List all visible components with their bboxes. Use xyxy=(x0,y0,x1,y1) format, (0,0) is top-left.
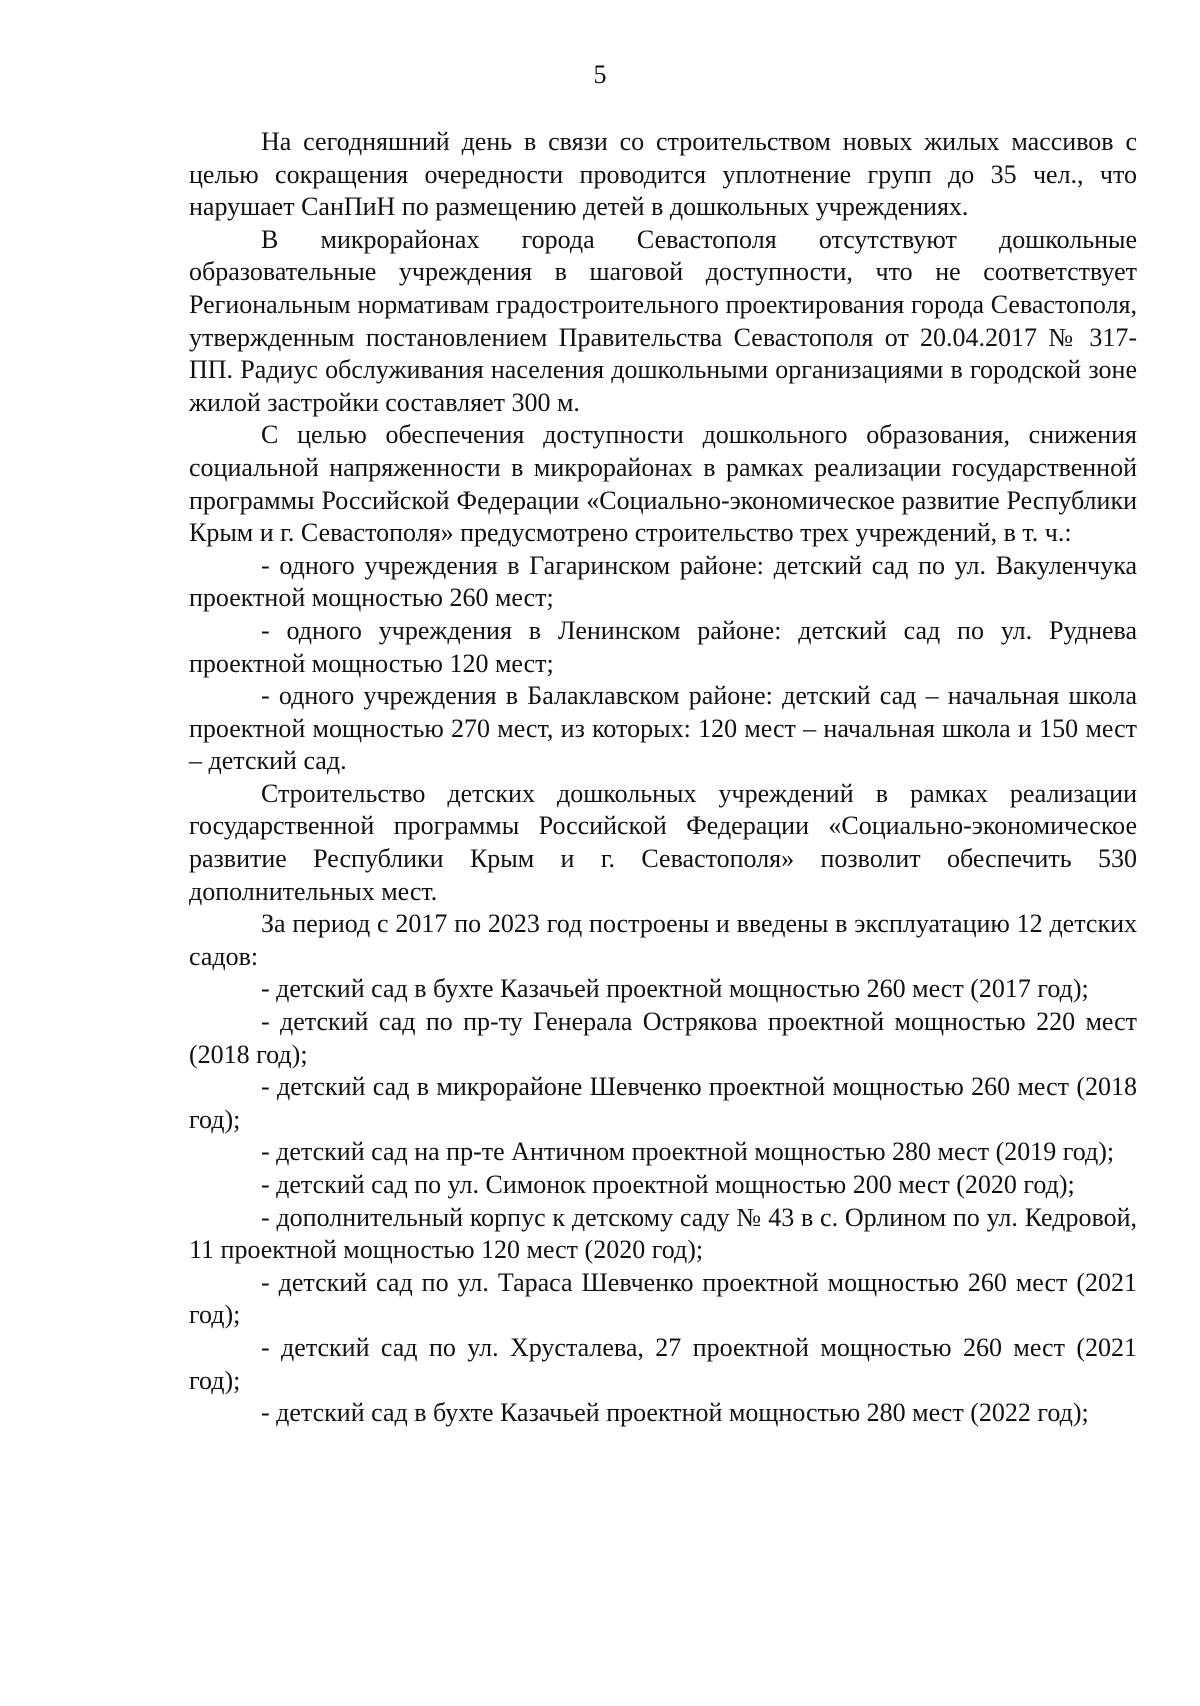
list-item-kindergarten: - дополнительный корпус к детскому саду № 43 в с. Орлином по ул. Кедровой, 11 проектной мощностью 120 мест (2020 год); xyxy=(189,1202,1137,1265)
list-item-kindergarten: - детский сад по пр-ту Генерала Острякова проектной мощностью 220 мест (2018 год); xyxy=(189,1007,1137,1069)
list-item-kindergarten: - детский сад в бухте Казачьей проектной мощностью 260 мест (2017 год); xyxy=(261,974,1089,1004)
list-item-balaklavsky: - одного учреждения в Балаклавском районе: детский сад – начальная школа проектной мощностью 270 мест, из которых: 120 мест – начальная школа и 150 мест – детский сад. xyxy=(189,681,1137,776)
paragraph-density: На сегодняшний день в связи со строительством новых жилых массивов с целью сокращения очередности проводится уплотнение групп до 35 чел., что нарушает СанПиН по размещению детей в дошкольных учреждениях. xyxy=(189,127,1137,222)
list-item-kindergarten: - детский сад на пр-те Античном проектной мощностью 280 мест (2019 год); xyxy=(261,1137,1115,1167)
list-item-kindergarten: - детский сад в бухте Казачьей проектной мощностью 280 мест (2022 год); xyxy=(261,1398,1089,1428)
paragraph-construction: Строительство детских дошкольных учреждений в рамках реализации государственной программы Российской Федерации «Социально-экономическое развитие Республики Крым и г. Севастополя» позволит обеспечить 530 дополнительных мест. xyxy=(189,778,1137,906)
paragraph-accessibility: В микрорайонах города Севастополя отсутствуют дошкольные образовательные учреждения в шаговой доступности, что не соответствует Региональным нормативам градостроительного проектирования города Севастополя, утвержденным постановлением Правительства Севастополя от 20.04.2017 № 317-ПП. Радиус обслуживания населения дошкольными организациями в городской зоне жилой застройки составляет 300 м. xyxy=(189,224,1137,417)
page-number: 5 xyxy=(593,60,607,89)
list-item-kindergarten: - детский сад по ул. Хрусталева, 27 проектной мощностью 260 мест (2021 год); xyxy=(189,1332,1137,1395)
paragraph-program: С целью обеспечения доступности дошкольного образования, снижения социальной напряженности в микрорайонах в рамках реализации государственной программы Российской Федерации «Социально-экономическое развитие Республики Крым и г. Севастополя» предусмотрено строительство трех учреждений, в т. ч.: xyxy=(189,420,1137,548)
list-item-kindergarten: - детский сад по ул. Тараса Шевченко проектной мощностью 260 мест (2021 год); xyxy=(189,1267,1137,1330)
paragraph-period: За период с 2017 по 2023 год построены и введены в эксплуатацию 12 детских садов: xyxy=(189,909,1137,971)
list-item-leninsky: - одного учреждения в Ленинском районе: детский сад по ул. Руднева проектной мощностью 120 мест; xyxy=(189,615,1137,678)
document-body xyxy=(189,126,1137,1430)
list-item-gagarinsky: - одного учреждения в Гагаринском районе: детский сад по ул. Вакуленчука проектной мощностью 260 мест; xyxy=(189,550,1137,613)
list-item-kindergarten: - детский сад по ул. Симонок проектной мощностью 200 мест (2020 год); xyxy=(261,1170,1075,1199)
list-item-kindergarten: - детский сад в микрорайоне Шевченко проектной мощностью 260 мест (2018 год); xyxy=(189,1072,1137,1134)
